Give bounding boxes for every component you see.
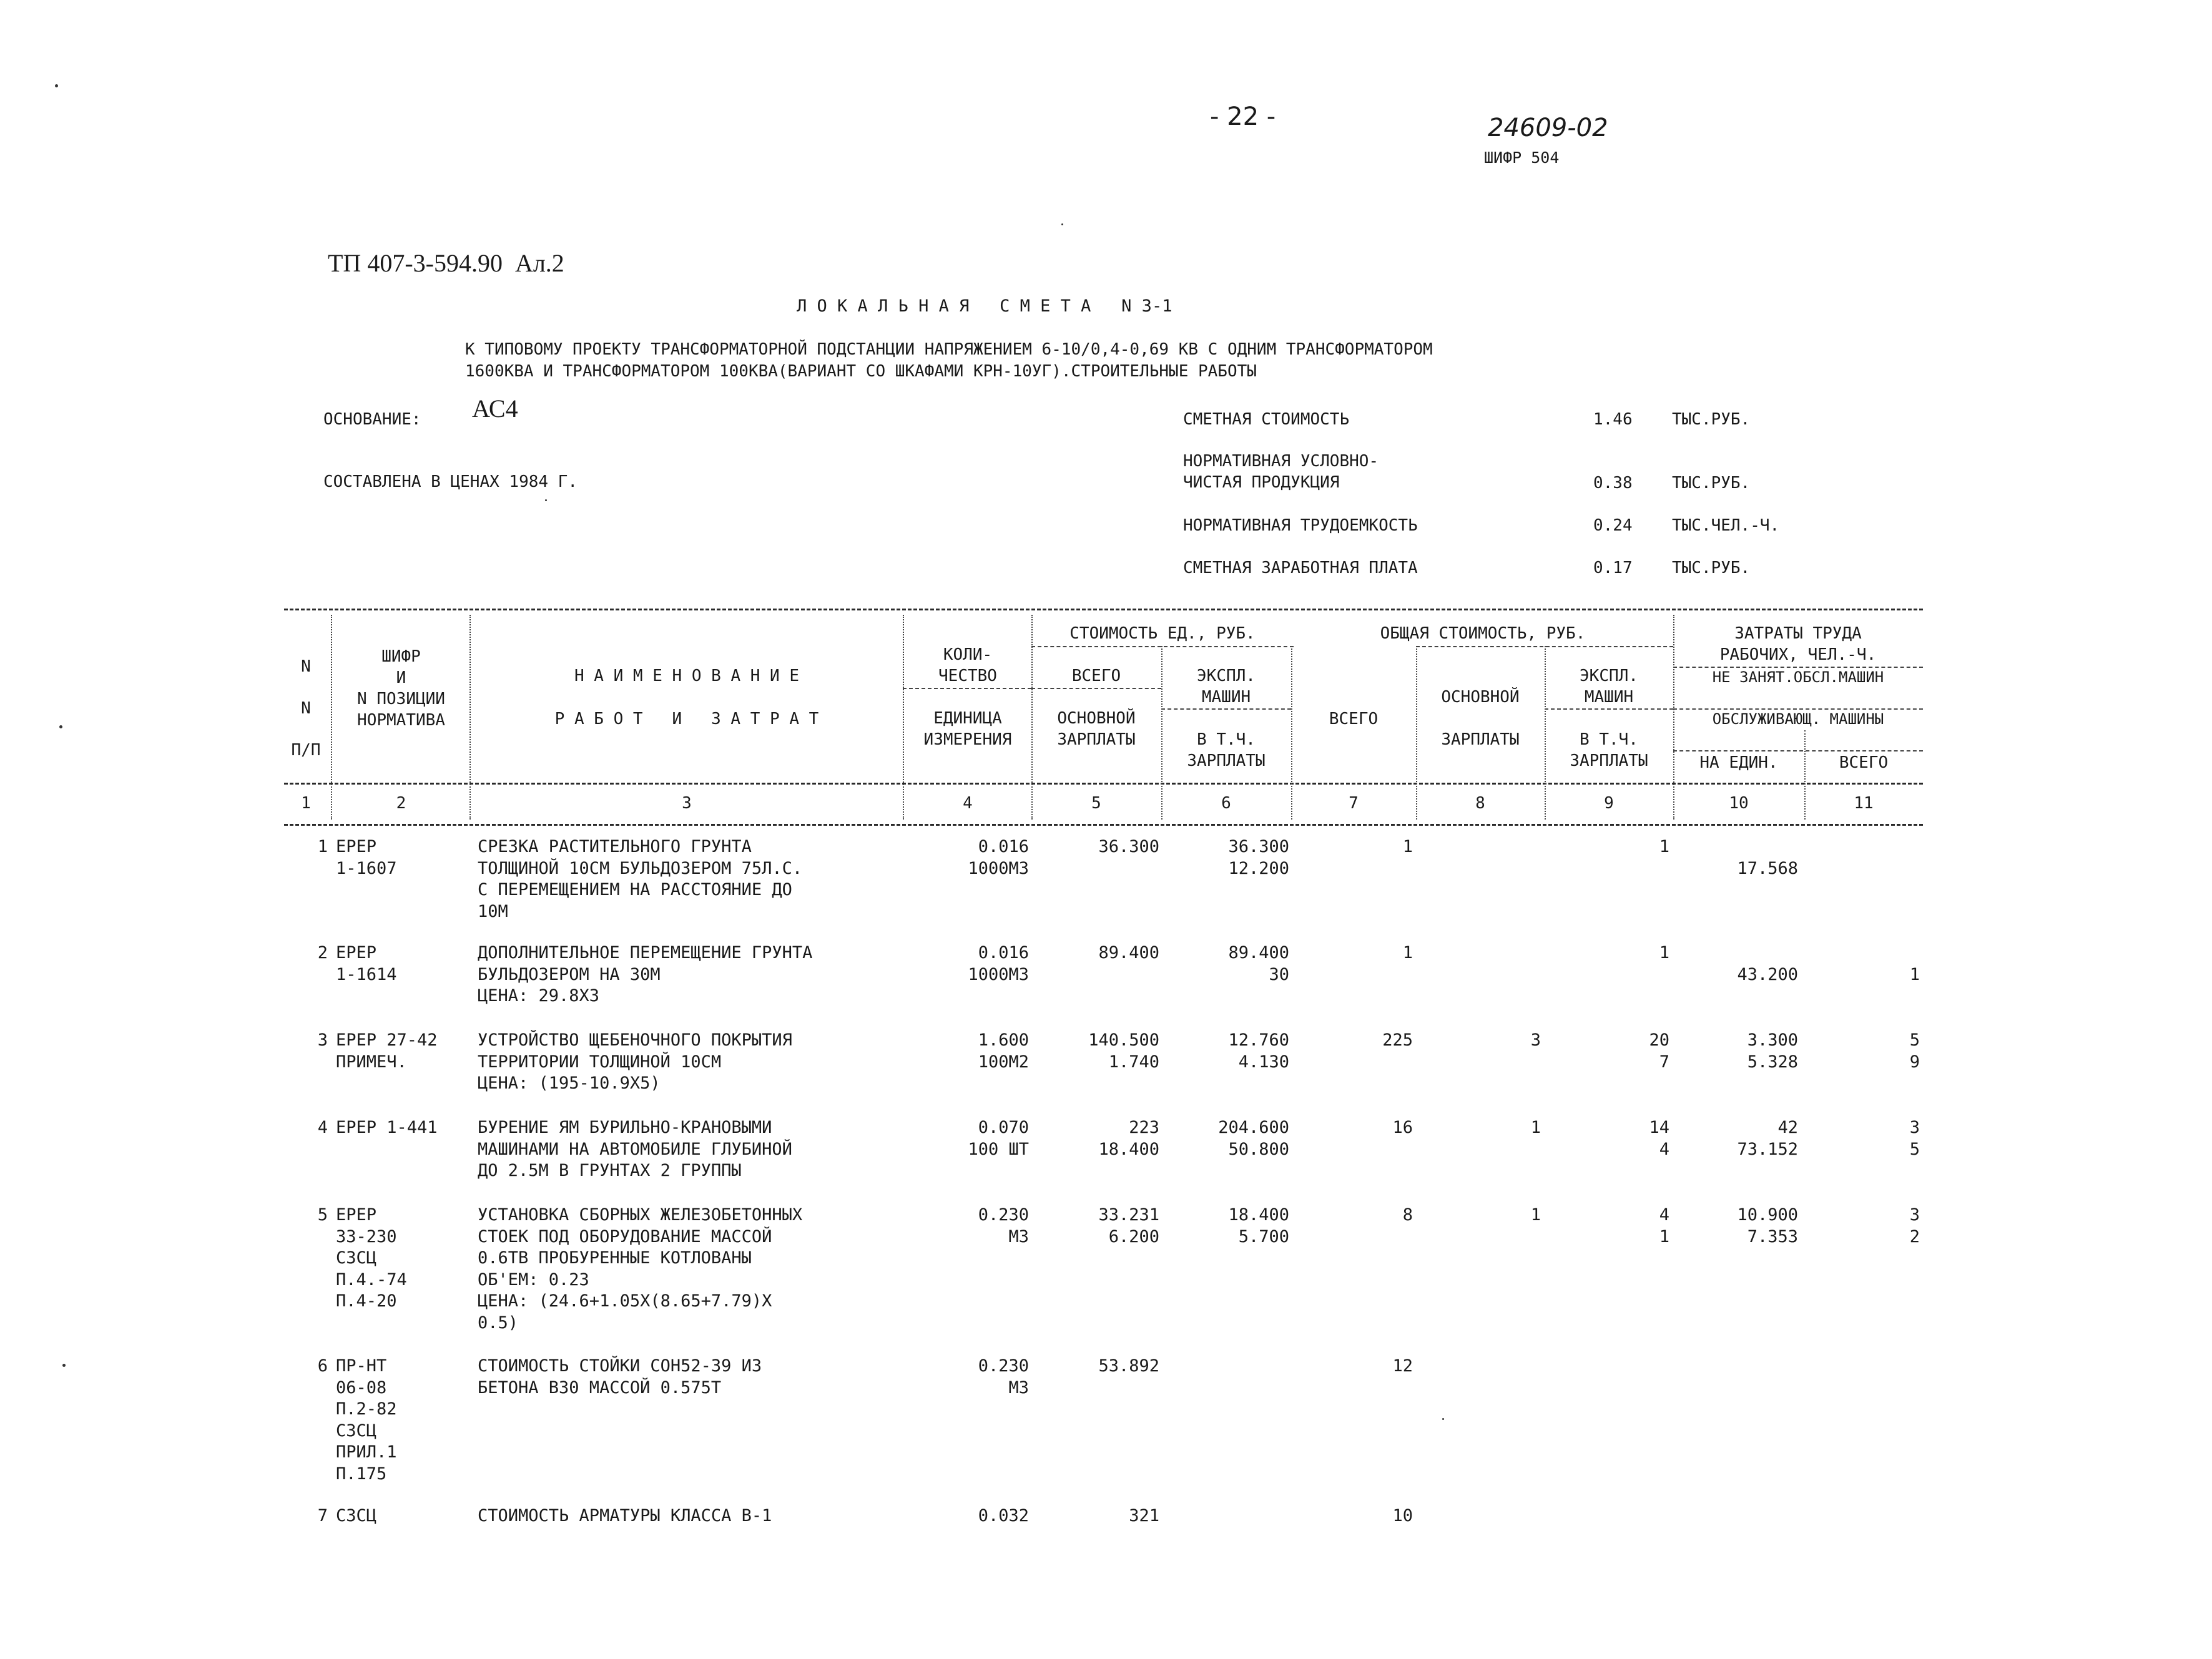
row-code: ЕРЕР 1-441 (336, 1118, 438, 1137)
table-top-rule (284, 609, 1923, 610)
row-labor-total: 3 2 (1909, 1205, 1920, 1246)
header-col-4: КОЛИ- ЧЕСТВО ЕДИНИЦА ИЗМЕРЕНИЯ (923, 645, 1012, 749)
row-labor-total: 5 9 (1909, 1030, 1920, 1072)
row-number: 5 (317, 1205, 328, 1225)
row-total: 1 (1402, 943, 1413, 962)
row-unit-machine: 89.400 30 (1228, 943, 1289, 984)
summary-label-labor: НОРМАТИВНАЯ ТРУДОЕМКОСТЬ (1183, 516, 1418, 535)
summary-label-product: НОРМАТИВНАЯ УСЛОВНО- ЧИСТАЯ ПРОДУКЦИЯ (1183, 452, 1379, 492)
subtitle-line-1: К ТИПОВОМУ ПРОЕКТУ ТРАНСФОРМАТОРНОЙ ПОДСТАНЦИИ НАПРЯЖЕНИЕМ 6-10/0,4-0,69 КВ С ОДНИМ ТРАНСФОРМАТОРОМ (465, 340, 1433, 359)
summary-unit-cost: ТЫС.РУБ. (1672, 410, 1751, 429)
summary-unit-labor: ТЫС.ЧЕЛ.-Ч. (1672, 516, 1780, 535)
col-separator (331, 615, 332, 820)
header-bottom-rule (284, 783, 1923, 785)
summary-value-wage: 0.17 (1593, 559, 1633, 577)
unit-cost-divider (1031, 646, 1294, 647)
summary-value-labor: 0.24 (1593, 516, 1633, 535)
basis-value: АС4 (472, 394, 518, 423)
project-reference: ТП 407-3-594.90 Ал.2 (328, 249, 564, 277)
cipher-label: ШИФР 504 (1484, 149, 1560, 167)
column-number: 8 (1475, 794, 1485, 813)
row-number: 6 (317, 1356, 328, 1376)
row-total-wage: 1 (1530, 1205, 1541, 1225)
column-number: 4 (963, 794, 973, 813)
header-col-3-line-1: Н А И М Е Н О В А Н И Е (574, 667, 800, 685)
row-name: УСТРОЙСТВО ЩЕБЕНОЧНОГО ПОКРЫТИЯ ТЕРРИТОРИИ ТОЛЩИНОЙ 10СМ ЦЕНА: (195-10.9Х5) (478, 1030, 792, 1093)
row-total: 8 (1402, 1205, 1413, 1225)
row-total-wage: 1 (1530, 1118, 1541, 1137)
row-name: УСТАНОВКА СБОРНЫХ ЖЕЛЕЗОБЕТОННЫХ СТОЕК ПОД ОБОРУДОВАНИЕ МАССОЙ 0.6ТВ ПРОБУРЕННЫЕ КОТЛОВАНЫ ОБ'ЕМ: 0.23 ЦЕНА: (24.6+1.05Х(8.65+7.79)Х 0.5) (478, 1205, 803, 1333)
col-separator (469, 615, 471, 820)
header-group-labor: ЗАТРАТЫ ТРУДА РАБОЧИХ, ЧЕЛ.-Ч. (1719, 624, 1877, 664)
row-name: ДОПОЛНИТЕЛЬНОЕ ПЕРЕМЕЩЕНИЕ ГРУНТА БУЛЬДОЗЕРОМ НА 30М ЦЕНА: 29.8Х3 (478, 943, 813, 1006)
document-code: 24609-02 (1488, 114, 1608, 142)
row-labor-unit: 3.300 5.328 (1747, 1030, 1798, 1072)
row-quantity: 1.600 100М2 (978, 1030, 1029, 1072)
row-number: 4 (317, 1118, 328, 1137)
summary-value-cost: 1.46 (1593, 410, 1633, 429)
column-number: 10 (1729, 794, 1749, 813)
summary-label-cost: СМЕТНАЯ СТОИМОСТЬ (1183, 410, 1350, 429)
row-labor-unit: 43.200 (1737, 964, 1798, 984)
row-code: ЕРЕР 27-42 ПРИМЕЧ. (336, 1030, 438, 1072)
scan-speck (55, 84, 58, 87)
row-code: ЕРЕР 1-1614 (336, 943, 397, 984)
column-number: 1 (301, 794, 311, 813)
row-code: ЕРЕР 1-1607 (336, 837, 397, 878)
row-unit-machine: 36.300 12.200 (1228, 837, 1289, 878)
row-total: 10 (1392, 1506, 1413, 1525)
row-unit-total: 33.231 6.200 (1098, 1205, 1159, 1246)
subtitle-line-2: 1600КВА И ТРАНСФОРМАТОРОМ 100КВА(ВАРИАНТ СО ШКАФАМИ КРН-10УГ).СТРОИТЕЛЬНЫЕ РАБОТЫ (465, 362, 1257, 381)
row-unit-machine: 12.760 4.130 (1228, 1030, 1289, 1072)
page-number: - 22 - (1210, 102, 1276, 131)
summary-label-wage: СМЕТНАЯ ЗАРАБОТНАЯ ПЛАТА (1183, 559, 1418, 577)
row-code: ЕРЕР 33-230 С3СЦ П.4.-74 П.4-20 (336, 1205, 407, 1311)
row-unit-total: 140.500 1.740 (1088, 1030, 1159, 1072)
row-unit-total: 223 18.400 (1098, 1118, 1159, 1159)
row-total-machine: 1 (1659, 837, 1669, 856)
row-name: СТОИМОСТЬ АРМАТУРЫ КЛАССА В-1 (478, 1506, 772, 1525)
row-total-wage: 3 (1530, 1030, 1541, 1050)
summary-value-product: 0.38 (1593, 474, 1633, 492)
row-number: 1 (317, 837, 328, 856)
row-unit-total: 89.400 (1098, 943, 1159, 962)
row-labor-unit: 42 73.152 (1737, 1118, 1798, 1159)
row-code: С3СЦ (336, 1506, 377, 1525)
header-group-unit-cost: СТОИМОСТЬ ЕД., РУБ. (1069, 624, 1256, 643)
header-col-7: ВСЕГО (1329, 710, 1379, 728)
header-col-8: ОСНОВНОЙ ЗАРПЛАТЫ (1441, 688, 1520, 749)
row-total-machine: 1 (1659, 943, 1669, 962)
row-labor-unit: 10.900 7.353 (1737, 1205, 1798, 1246)
header-col-5: ВСЕГО ОСНОВНОЙ ЗАРПЛАТЫ (1057, 667, 1136, 749)
column-number: 5 (1091, 794, 1101, 813)
column-number: 7 (1349, 794, 1359, 813)
basis-label: ОСНОВАНИЕ: (323, 410, 421, 429)
row-total-machine: 20 7 (1649, 1030, 1669, 1072)
header-group-total-cost: ОБЩАЯ СТОИМОСТЬ, РУБ. (1380, 624, 1586, 643)
header-col-2: ШИФР И N ПОЗИЦИИ НОРМАТИВА (357, 647, 445, 730)
row-name: СРЕЗКА РАСТИТЕЛЬНОГО ГРУНТА ТОЛЩИНОЙ 10СМ БУЛЬДОЗЕРОМ 75Л.С. С ПЕРЕМЕЩЕНИЕМ НА РАССТОЯНИЕ ДО 10М (478, 837, 803, 921)
row-number: 3 (317, 1030, 328, 1050)
row-code: ПР-НТ 06-08 П.2-82 С3СЦ ПРИЛ.1 П.175 (336, 1356, 397, 1484)
row-number: 7 (317, 1506, 328, 1525)
row-unit-total: 321 (1129, 1506, 1159, 1525)
header-labor-sub-2: ОБСЛУЖИВАЮЩ. МАШИНЫ (1712, 710, 1884, 728)
document-title: Л О К А Л Ь Н А Я С М Е Т А N 3-1 (797, 296, 1172, 316)
scan-speck (59, 725, 62, 728)
row-total: 12 (1392, 1356, 1413, 1376)
prices-label: СОСТАВЛЕНА В ЦЕНАХ 1984 Г. (323, 472, 578, 491)
summary-unit-product: ТЫС.РУБ. (1672, 474, 1751, 492)
row-unit-total: 53.892 (1098, 1356, 1159, 1376)
row-quantity: 0.016 1000М3 (968, 943, 1029, 984)
row-quantity: 0.230 М3 (978, 1356, 1029, 1397)
header-col-3-line-2: Р А Б О Т И З А Т Р А Т (554, 710, 819, 728)
column-number: 11 (1854, 794, 1874, 813)
summary-unit-wage: ТЫС.РУБ. (1672, 559, 1751, 577)
row-quantity: 0.230 М3 (978, 1205, 1029, 1246)
column-number: 2 (396, 794, 406, 813)
row-labor-unit: 17.568 (1737, 858, 1798, 878)
row-total-machine: 14 4 (1649, 1118, 1669, 1159)
header-labor-sub-1: НЕ ЗАНЯТ.ОБСЛ.МАШИН (1712, 668, 1884, 686)
row-total: 1 (1402, 837, 1413, 856)
row-unit-machine: 18.400 5.700 (1228, 1205, 1289, 1246)
row-name: СТОИМОСТЬ СТОЙКИ СОН52-39 ИЗ БЕТОНА В30 МАССОЙ 0.575Т (478, 1356, 762, 1397)
header-col-9: ЭКСПЛ. МАШИН В Т.Ч. ЗАРПЛАТЫ (1570, 667, 1648, 770)
header-col-10: НА ЕДИН. (1699, 753, 1778, 772)
scan-speck (1061, 223, 1063, 225)
row-total: 225 (1382, 1030, 1413, 1050)
row-total: 16 (1392, 1118, 1413, 1137)
row-labor-total: 3 5 (1909, 1118, 1920, 1159)
row-total-machine: 4 1 (1659, 1205, 1669, 1246)
header-col-11: ВСЕГО (1839, 753, 1889, 772)
scan-speck (545, 499, 547, 501)
header-col-1: N N П/П (291, 657, 321, 760)
total-cost-divider (1416, 646, 1673, 647)
column-number: 9 (1604, 794, 1614, 813)
scan-speck (62, 1364, 66, 1367)
row-labor-total: 1 (1909, 964, 1920, 984)
row-name: БУРЕНИЕ ЯМ БУРИЛЬНО-КРАНОВЫМИ МАШИНАМИ НА АВТОМОБИЛЕ ГЛУБИНОЙ ДО 2.5М В ГРУНТАХ 2 ГРУППЫ (478, 1118, 792, 1180)
column-numbers-rule (284, 824, 1923, 826)
column-number: 3 (682, 794, 692, 813)
row-quantity: 0.070 100 ШТ (968, 1118, 1029, 1159)
labor-divider-3 (1673, 750, 1923, 751)
column-number: 6 (1221, 794, 1231, 813)
row-number: 2 (317, 943, 328, 962)
scan-speck (1442, 1418, 1444, 1420)
row-unit-total: 36.300 (1098, 837, 1159, 856)
row-quantity: 0.032 (978, 1506, 1029, 1525)
row-unit-machine: 204.600 50.800 (1218, 1118, 1289, 1159)
row-quantity: 0.016 1000М3 (968, 837, 1029, 878)
header-col-6: ЭКСПЛ. МАШИН В Т.Ч. ЗАРПЛАТЫ (1187, 667, 1266, 770)
